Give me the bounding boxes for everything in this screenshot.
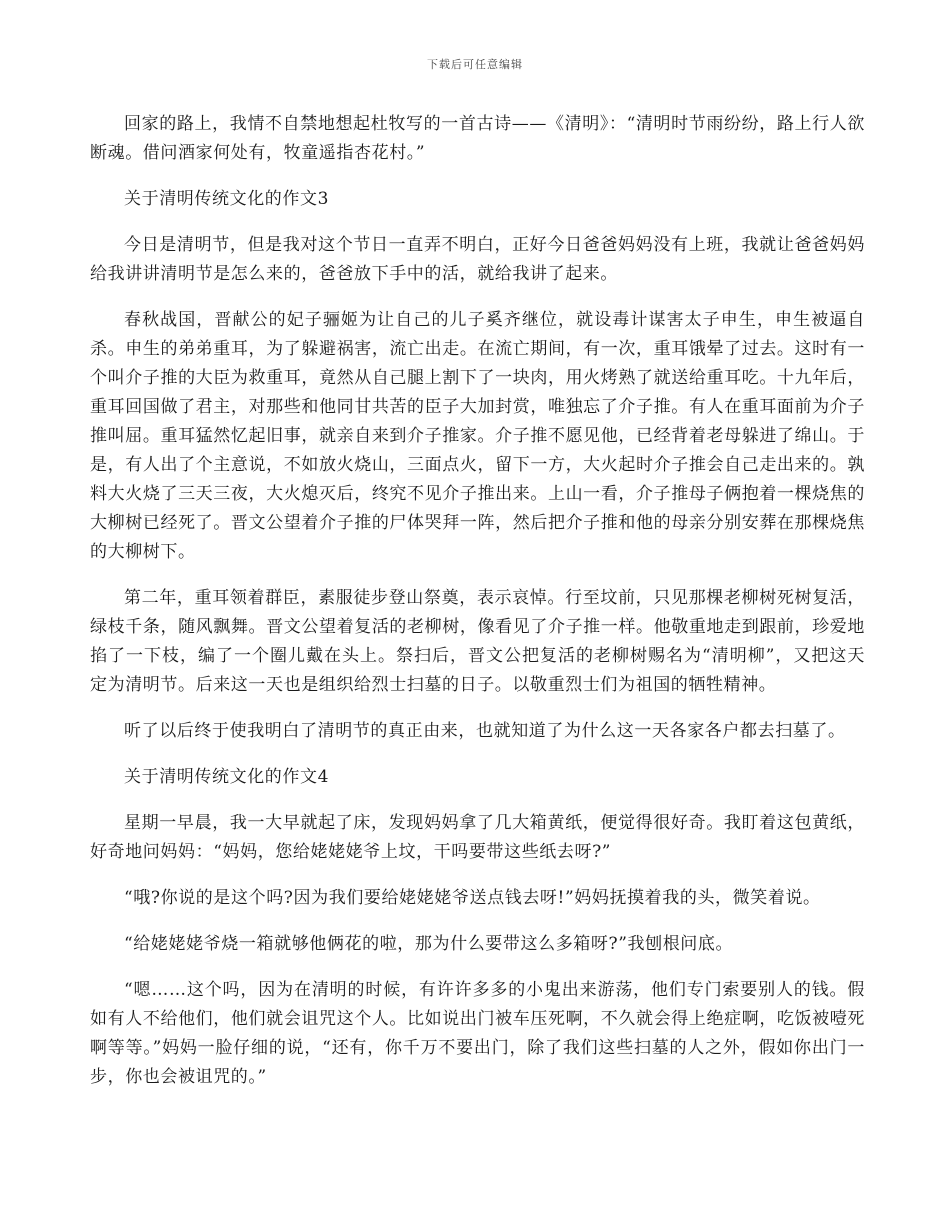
paragraph: “嗯……这个吗，因为在清明的时候，有许许多多的小鬼出来游荡，他们专门索要别人的钱。假如有人不给他们，他们就会诅咒这个人。比如说出门被车压死啊，不久就会得上绝症啊，吃饭被噎死啊等等。”妈妈一脸仔细的说，“还有，你千万不要出门，除了我们这些扫墓的人之外，假如你出门一步，你也会被诅咒的。” — [90, 980, 865, 1087]
section-heading: 关于清明传统文化的作文3 — [124, 189, 330, 209]
section-heading: 关于清明传统文化的作文4 — [124, 767, 330, 787]
paragraph: 春秋战国，晋献公的妃子骊姬为让自己的儿子奚齐继位，就设毒计谋害太子申生，申生被逼自杀。申生的弟弟重耳，为了躲避祸害，流亡出走。在流亡期间，有一次，重耳饿晕了过去。这时有一个叫介子推的大臣为救重耳，竟然从自己腿上割下了一块肉，用火烤熟了就送给重耳吃。十九年后，重耳回国做了君主，对那些和他同甘共苦的臣子大加封赏，唯独忘了介子推。有人在重耳面前为介子推叫屈。重耳猛然忆起旧事，就亲自来到介子推家。介子推不愿见他，已经背着老母躲进了绵山。于是，有人出了个主意说，不如放火烧山，三面点火，留下一方，大火起时介子推会自己走出来的。孰料大火烧了三天三夜，大火熄灭后，终究不见介子推出来。上山一看，介子推母子俩抱着一棵烧焦的大柳树已经死了。晋文公望着介子推的尸体哭拜一阵，然后把介子推和他的母亲分别安葬在那棵烧焦的大柳树下。 — [90, 310, 865, 562]
paragraph: 听了以后终于使我明白了清明节的真正由来，也就知道了为什么这一天各家各户都去扫墓了。 — [124, 721, 846, 741]
page-header: 下载后可任意编辑 — [427, 58, 523, 71]
paragraph: “哦?你说的是这个吗?因为我们要给姥姥姥爷送点钱去呀!”妈妈抚摸着我的头，微笑着说。 — [124, 888, 821, 908]
paragraph: 星期一早晨，我一大早就起了床，发现妈妈拿了几大箱黄纸，便觉得很好奇。我盯着这包黄纸，好奇地问妈妈：“妈妈，您给姥姥姥爷上坟，干吗要带这些纸去呀?” — [90, 813, 865, 862]
document-body — [90, 110, 865, 1109]
paragraph: “给姥姥姥爷烧一箱就够他俩花的啦，那为什么要带这么多箱呀?”我刨根问底。 — [124, 934, 734, 954]
paragraph: 第二年，重耳领着群臣，素服徒步登山祭奠，表示哀悼。行至坟前，只见那棵老柳树死树复活，绿枝千条，随风飘舞。晋文公望着复活的老柳树，像看见了介子推一样。他敬重地走到跟前，珍爱地掐了一下枝，编了一个圈儿戴在头上。祭扫后，晋文公把复活的老柳树赐名为“清明柳”，又把这天定为清明节。后来这一天也是组织给烈士扫墓的日子。以敬重烈士们为祖国的牺牲精神。 — [90, 588, 865, 695]
paragraph: 回家的路上，我情不自禁地想起杜牧写的一首古诗——《清明》：“清明时节雨纷纷，路上行人欲断魂。借问酒家何处有，牧童遥指杏花村。” — [90, 114, 865, 163]
paragraph: 今日是清明节，但是我对这个节日一直弄不明白，正好今日爸爸妈妈没有上班，我就让爸爸妈妈给我讲讲清明节是怎么来的，爸爸放下手中的活，就给我讲了起来。 — [90, 235, 865, 284]
